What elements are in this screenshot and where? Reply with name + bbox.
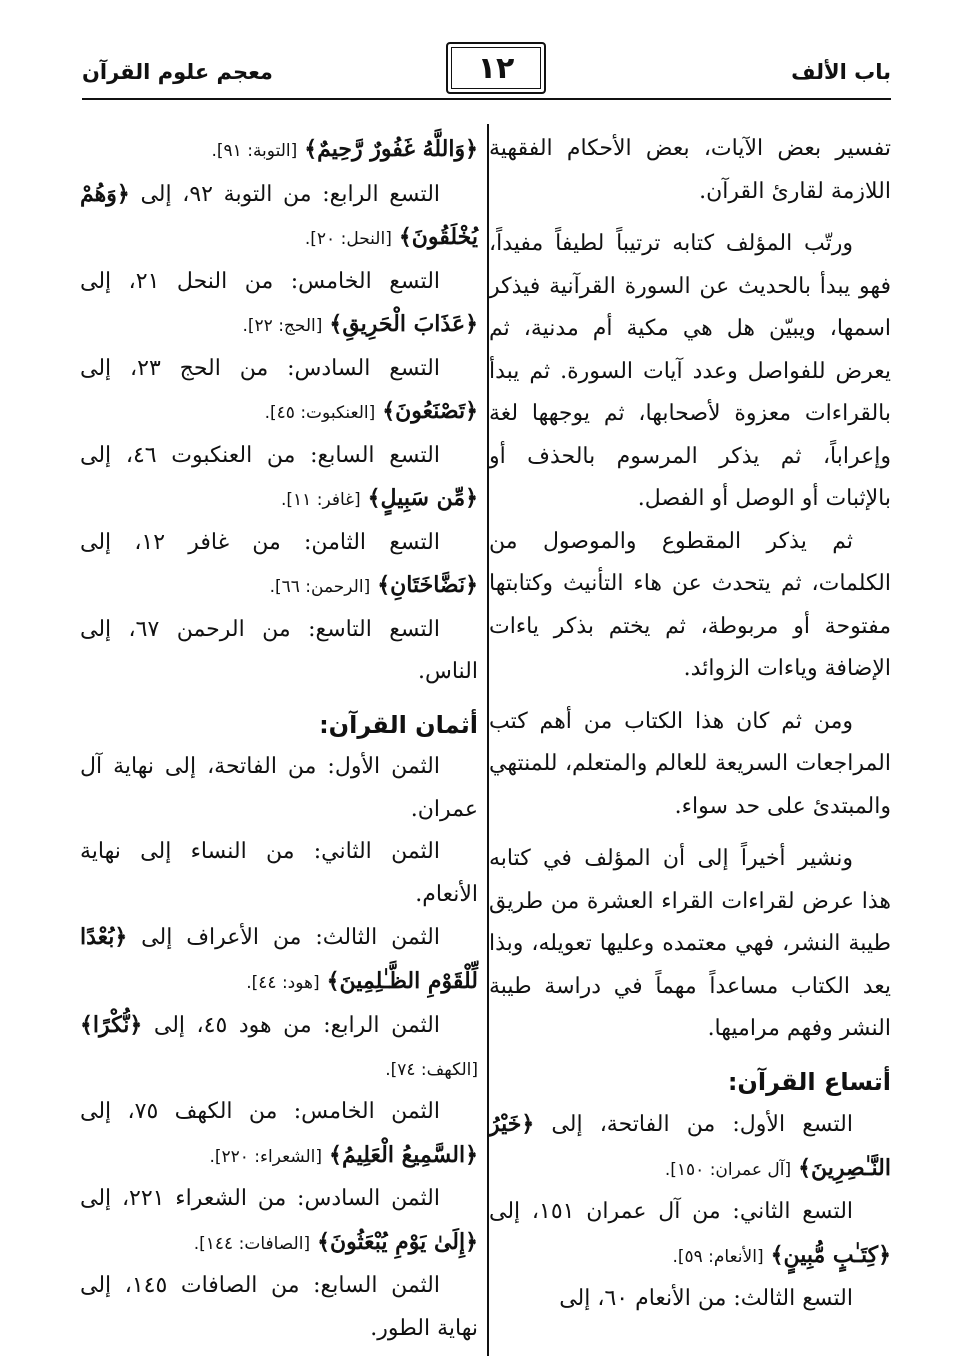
entry-lead: التسع الأول: من الفاتحة، إلى (551, 1112, 853, 1137)
list-item (80, 261, 478, 348)
list-item (80, 1091, 478, 1178)
book-title: معجم علوم القرآن (82, 60, 273, 84)
quran-verse: ﴿نَضَّاخَتَانِ﴾ (377, 572, 478, 598)
verse-reference: [الحج: ٢٢]. (242, 316, 323, 336)
verse-reference: [التوبة: ٩١]. (211, 141, 298, 161)
entry-lead: الثمن السابع: من الصافات ١٤٥، إلى نهاية الطور. (80, 1273, 478, 1341)
list-item (80, 173, 478, 261)
list-item (80, 609, 478, 694)
list-item (489, 1191, 891, 1278)
list-item (80, 1004, 478, 1091)
list-item (80, 435, 478, 522)
list-item (80, 746, 478, 831)
right-column (489, 128, 891, 1321)
page-number-frame (446, 42, 546, 94)
entry-lead: التسع السادس: من الحج ٢٣، إلى (80, 355, 440, 381)
verse-reference: [الأنعام: ٥٩]. (672, 1246, 764, 1267)
quran-verse: ﴿بُعْدًا لِّلْقَوْمِ الظَّـٰلِمِينَ﴾ (80, 924, 478, 994)
entry-lead: الثمن الرابع: من هود ٤٥، إلى (153, 1013, 440, 1038)
entry-lead: التسع الرابع: من التوبة ٩٢، إلى (140, 181, 441, 207)
quran-verse: ﴿كِتَـٰبٍ مُّبِينٍ﴾ (770, 1241, 891, 1268)
verse-reference: [غافر: ١١]. (281, 490, 361, 510)
entry-lead: الثمن السادس: من الشعراء ٢٢١، إلى (80, 1186, 440, 1211)
verse-reference: [العنكبوت: ٤٥]. (264, 403, 376, 423)
entry-lead: التسع السابع: من العنكبوت ٤٦، إلى (80, 442, 440, 468)
page-header (82, 42, 891, 102)
quran-verse: ﴿نُّكْرًا﴾ (80, 1012, 143, 1038)
header-rule (82, 98, 891, 100)
entry-lead: التسع الثاني: من آل عمران ١٥١، إلى (489, 1199, 854, 1224)
page-number: ١٢ (477, 50, 515, 86)
section-title-nines: أتساع القرآن: (727, 1067, 891, 1096)
entry-lead: التسع التاسع: من الرحمن ٦٧، إلى الناس. (80, 616, 478, 684)
quran-verse: ﴿تَصْنَعُونَ﴾ (382, 398, 478, 424)
list-item (80, 128, 478, 173)
entry-lead: الثمن الخامس: من الكهف ٧٥، إلى (80, 1099, 440, 1124)
quran-verse: ﴿إِلَىٰ يَوْمِ يُبْعَثُونَ﴾ (317, 1228, 478, 1255)
list-item (80, 522, 478, 609)
verse-reference: [الصافات: ١٤٤]. (193, 1233, 311, 1254)
paragraph: ومن ثم كان هذا الكتاب من أهم كتب المراجعات السريعة للعالم والمتعلم، للمنتهي والمبتدئ على حد سواء. (489, 708, 891, 819)
chapter-title: باب الألف (791, 60, 891, 84)
left-column (80, 128, 478, 1350)
entry-lead: التسع الثامن: من غافر ١٢، إلى (80, 529, 440, 555)
list-item (80, 916, 478, 1004)
list-item (489, 1103, 891, 1191)
list-item (80, 1178, 478, 1265)
quran-verse: ﴿وَهُمْ يُخْلَقُونَ﴾ (80, 180, 478, 250)
verse-reference: [الكهف: ٧٤]. (385, 1059, 478, 1080)
quran-verse: ﴿عَذَابَ الْحَرِيقِ﴾ (329, 311, 478, 337)
list-item (80, 348, 478, 435)
verse-reference: [النحل: ٢٠]. (304, 229, 392, 249)
list-item (80, 1265, 478, 1350)
paragraph: ورتّب المؤلف كتابه ترتيباً لطيفاً مفيداً، فهو يبدأ بالحديث عن السورة القرآنية فيذكر اسمها، ويبيّن هل هي مكية أم مدنية، ثم يعرض للفواصل وعدد آيات السورة. ثم يبدأ بالقراءات معزوة لأصحابها، ثم يوجهها لغة وإعراباً، ثم يذكر المرسوم بالحذف أو بالإثبات أو الوصل أو الفصل. (489, 231, 891, 511)
quran-verse: ﴿السَّمِيعُ الْعَلِيمُ﴾ (329, 1141, 478, 1168)
verse-reference: [هود: ٤٤]. (246, 972, 320, 993)
paragraph: ونشير أخيراً إلى أن المؤلف في كتابه هذا عرض لقراءات القراء العشرة من طريق طيبة النشر، فهي معتمده وعليها تعويله، وبذا يعد الكتاب مساعداً مهماً في دراسة طيبة النشر وفهم مراميها. (489, 846, 891, 1041)
verse-reference: [الشعراء: ٢٢٠]. (209, 1146, 323, 1167)
entry-lead: الثمن الثاني: من النساء إلى نهاية الأنعام. (80, 839, 478, 907)
entry-lead: التسع الثالث: من الأنعام ٦٠، إلى (559, 1286, 853, 1311)
paragraph: ثم يذكر المقطوع والموصول من الكلمات، ثم يتحدث عن هاء التأنيث وكتابتها مفتوحة أو مربوطة، ثم يختم بذكر ياءات الإضافة وياءات الزوائد. (489, 528, 891, 681)
quran-verse: ﴿مِّن سَبِيلٍ﴾ (367, 485, 478, 511)
quran-verse: ﴿خَيْرُ النَّـٰصِرِينَ﴾ (489, 1111, 891, 1181)
list-item (80, 831, 478, 916)
entry-lead: الثمن الثالث: من الأعراف إلى (141, 925, 440, 950)
list-item (489, 1278, 891, 1321)
entry-lead: الثمن الأول: من الفاتحة، إلى نهاية آل عمران. (80, 754, 478, 822)
verse-reference: [الرحمن: ٦٦]. (269, 577, 371, 597)
entry-lead: التسع الخامس: من النحل ٢١، إلى (80, 268, 441, 294)
section-title-eighths: أثمان القرآن: (319, 710, 478, 739)
paragraph: تفسير بعض الآيات، بعض الأحكام الفقهية اللازمة لقارئ القرآن. (489, 136, 891, 204)
verse-reference: [آل عمران: ١٥٠]. (664, 1159, 792, 1180)
quran-verse: ﴿وَاللَّهُ غَفُورٌ رَّحِيمٌ﴾ (304, 136, 478, 162)
